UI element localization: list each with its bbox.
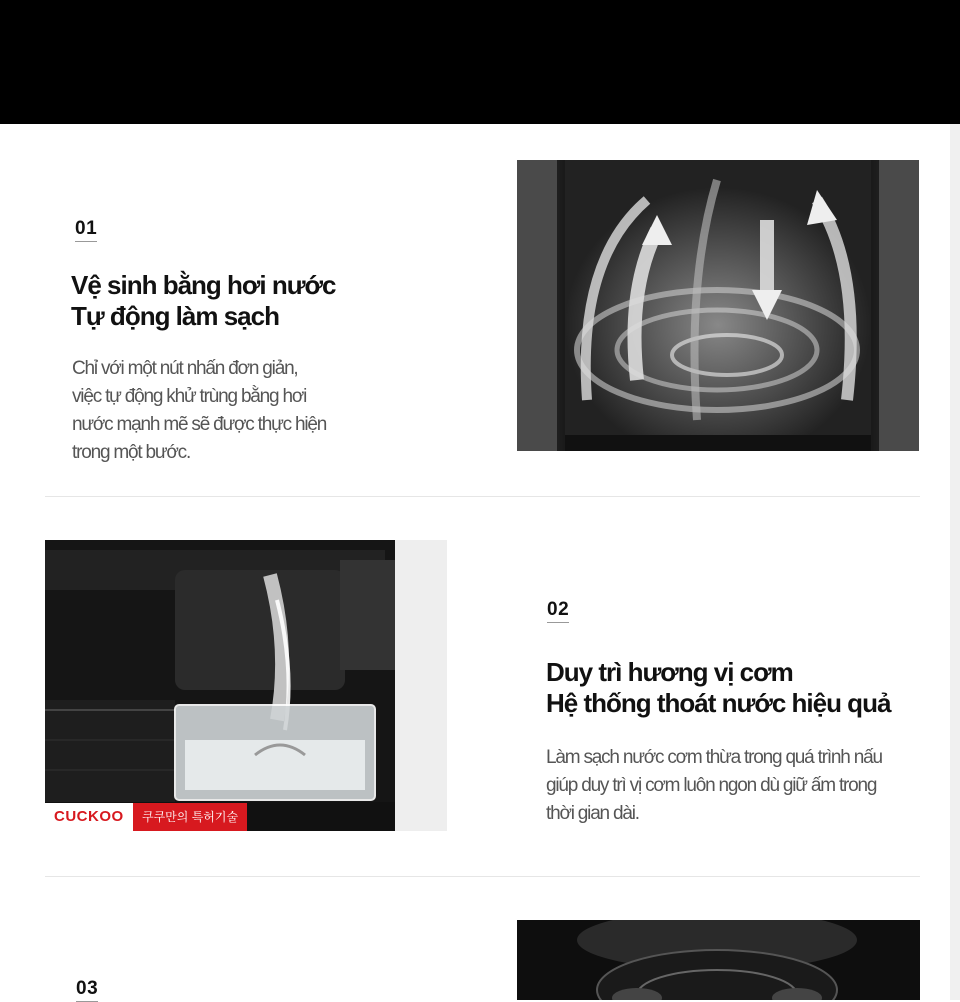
feature-3-number: 03 [76, 978, 98, 1002]
feature-1-number: 01 [75, 218, 97, 242]
feature-1-desc-line-3: nước mạnh mẽ sẽ được thực hiện [72, 414, 327, 435]
feature-2-title-line-1: Duy trì hương vị cơm [546, 657, 793, 687]
scrollbar-track[interactable] [950, 124, 960, 1000]
top-banner [0, 0, 960, 124]
feature-1-title-line-2: Tự động làm sạch [71, 301, 279, 331]
feature-2-desc-line-3: thời gian dài. [546, 803, 639, 824]
feature-1-desc-line-4: trong một bước. [72, 442, 191, 463]
feature-2-number: 02 [547, 599, 569, 623]
feature-1-desc-line-1: Chỉ với một nút nhấn đơn giản, [72, 358, 298, 379]
feature-2-desc-line-1: Làm sạch nước cơm thừa trong quá trình nấu [546, 747, 882, 768]
feature-1-title [71, 270, 336, 332]
patent-tag: 쿠쿠만의 특허기술 [133, 803, 247, 831]
feature-1-title-line-1: Vệ sinh bằng hơi nước [71, 270, 336, 300]
steam-cleaning-photo [517, 160, 919, 451]
feature-2-description [546, 744, 882, 828]
cuckoo-logo: CUCKOO [45, 803, 133, 831]
lid-mechanism-photo [517, 920, 920, 1000]
feature-1-description [72, 355, 326, 467]
section-divider [45, 876, 920, 877]
feature-1-desc-line-2: việc tự động khử trùng bằng hơi [72, 386, 307, 407]
brand-badge [45, 803, 247, 831]
section-divider [45, 496, 920, 497]
water-drain-photo [45, 540, 447, 831]
feature-2-title [546, 657, 890, 719]
feature-2-title-line-2: Hệ thống thoát nước hiệu quả [546, 688, 891, 718]
feature-2-desc-line-2: giúp duy trì vị cơm luôn ngon dù giữ ấm trong [546, 775, 877, 796]
